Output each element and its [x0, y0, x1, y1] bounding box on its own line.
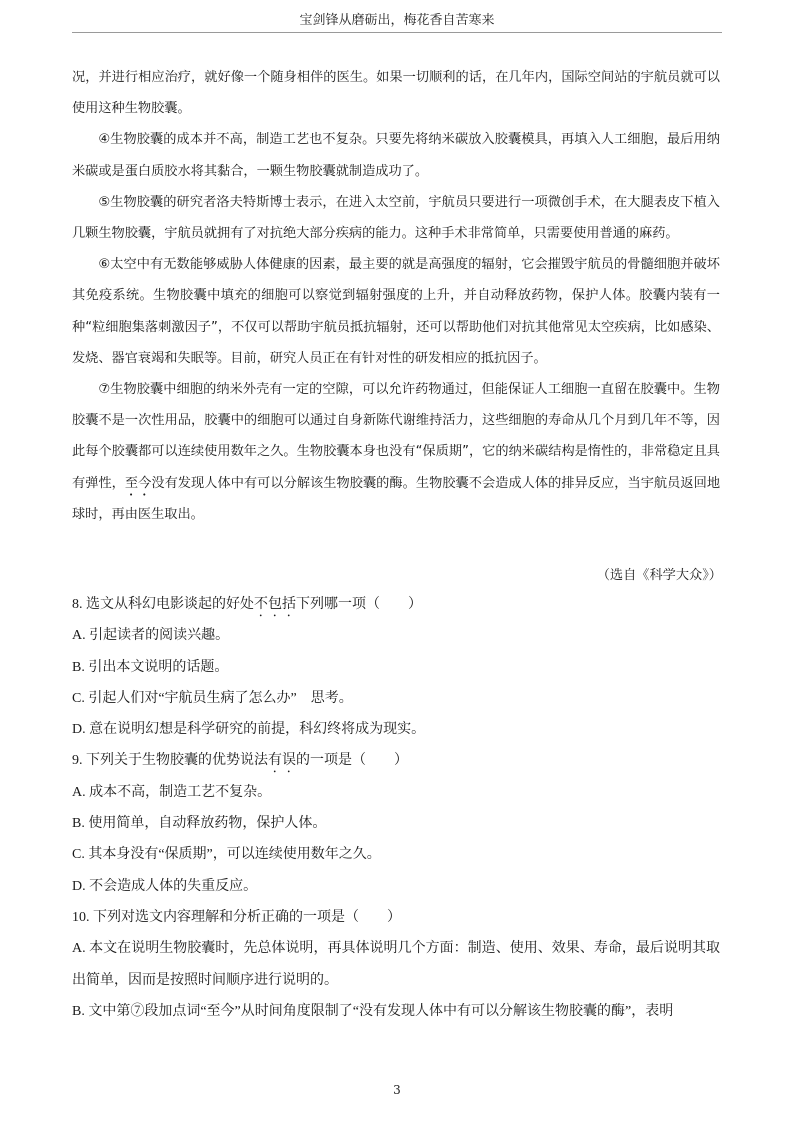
paragraph-7-text-b: 没有发现人体中有可以分解该生物胶囊的酶。生物胶囊不会造成人体的排异反应，当宇航员返回地球时，再由医生取出。	[72, 475, 721, 522]
q9-option-a: A. 成本不高，制造工艺不复杂。	[72, 784, 272, 800]
passage-paragraph-6: ⑥太空中有无数能够威胁人体健康的因素，最主要的就是高强度的辐射，它会摧毁宇航员的骨髓细胞并破坏其免疫系统。生物胶囊中填充的细胞可以察觉到辐射强度的上升，并自动释放药物，保护人体。胶囊内装有一种“粒细胞集落刺激因子”，不仅可以帮助宇航员抵抗辐射，还可以帮助他们对抗其他常见太空疾病，比如感染、发烧、器官衰竭和失眠等。目前，研究人员正在有针对性的研发相应的抵抗因子。	[72, 257, 720, 366]
passage-paragraph-7	[72, 374, 720, 530]
question-10-stem: 10. 下列对选文内容理解和分析正确的一项是（ ）	[72, 909, 401, 925]
q9-option-c: C. 其本身没有“保质期”，可以连续使用数年之久。	[72, 847, 381, 863]
q9-stem-a: 9. 下列关于生物胶囊的优势说法	[72, 753, 268, 769]
q9-emphasis: 有误	[268, 753, 296, 769]
q10-option-a: A. 本文在说明生物胶囊时，先总体说明，再具体说明几个方面：制造、使用、效果、寿命，最后说明其取出简单，因而是按照时间顺序进行说明的。	[72, 941, 720, 988]
header-divider	[72, 32, 722, 33]
q8-stem-a: 8. 选文从科幻电影谈起的好处	[72, 597, 254, 612]
reading-passage	[72, 62, 720, 530]
q8-stem-b: 下列哪一项（ ）	[296, 597, 422, 612]
q8-option-a: A. 引起读者的阅读兴趣。	[72, 628, 230, 644]
question-9-stem	[72, 745, 720, 776]
paragraph-7-text-a: ⑦生物胶囊中细胞的纳米外壳有一定的空隙，可以允许药物通过，但能保证人工细胞一直留在胶囊中。生物胶囊不是一次性用品，胶囊中的细胞可以通过自身新陈代谢维持活力，这些细胞的寿命从几个月到几年不等，因此每个胶囊都可以连续使用数年之久。生物胶囊本身也没有“保质期”，它的纳米碳结构是惰性的，非常稳定且具有弹性，	[72, 382, 720, 491]
q9-option-b: B. 使用简单，自动释放药物，保护人体。	[72, 816, 327, 832]
page-number: 3	[393, 1083, 401, 1097]
q10-option-b: B. 文中第⑦段加点词“至今”从时间角度限制了“没有发现人体中有可以分解该生物胶囊的酶”，表明	[72, 1003, 674, 1019]
passage-paragraph-5: ⑤生物胶囊的研究者洛夫特斯博士表示，在进入太空前，宇航员只要进行一项微创手术，在大腿表皮下植入几颗生物胶囊，宇航员就拥有了对抗绝大部分疾病的能力。这种手术非常简单，只需要使用普通的麻药。	[72, 194, 720, 242]
passage-paragraph-4: ④生物胶囊的成本并不高，制造工艺也不复杂。只要先将纳米碳放入胶囊模具，再填入人工细胞，最后用纳米碳或是蛋白质胶水将其黏合，一颗生物胶囊就制造成功了。	[72, 132, 720, 179]
q9-option-d: D. 不会造成人体的失重反应。	[72, 878, 258, 894]
q8-emphasis: 不包括	[254, 597, 296, 612]
page-header-motto: 宝剑锋从磨砺出，梅花香自苦寒来	[299, 13, 495, 28]
q8-option-b: B. 引出本文说明的话题。	[72, 659, 229, 675]
emphasized-word-zhijin: 至今	[124, 475, 152, 491]
question-8-stem	[72, 589, 720, 620]
q8-option-d: D. 意在说明幻想是科学研究的前提，科幻终将成为现实。	[72, 722, 426, 738]
q9-stem-b: 的一项是（ ）	[296, 753, 408, 769]
passage-paragraph-continued: 况，并进行相应治疗，就好像一个随身相伴的医生。如果一切顺利的话，在几年内，国际空间站的宇航员就可以使用这种生物胶囊。	[72, 70, 720, 117]
passage-source: （选自《科学大众》）	[596, 568, 722, 583]
q8-option-c: C. 引起人们对“宇航员生病了怎么办” 思考。	[72, 690, 353, 706]
question-list	[72, 589, 720, 1027]
